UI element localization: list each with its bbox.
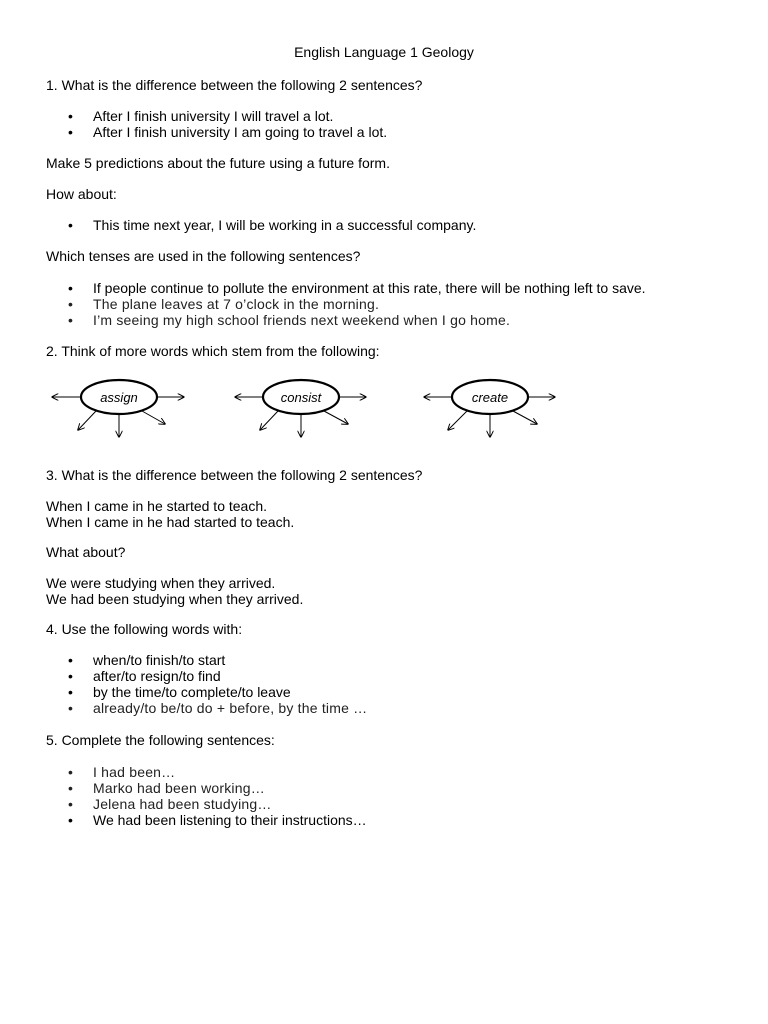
q3-sentence-a2: When I came in he had started to teach.: [46, 514, 295, 530]
word-node-create: [424, 380, 555, 437]
q1-heading: 1. What is the difference between the following 2 sentences?: [46, 77, 423, 93]
page-title: English Language 1 Geology: [294, 44, 474, 60]
q1-bullet-list: [46, 108, 387, 140]
list-item: • I’m seeing my high school friends next weekend when I go home.: [46, 312, 646, 328]
list-item: • The plane leaves at 7 o’clock in the morning.: [46, 296, 646, 312]
list-item: • After I finish university I am going to travel a lot.: [46, 124, 387, 140]
list-item: • We had been listening to their instructions…: [46, 812, 367, 828]
list-item: • Marko had been working…: [46, 780, 367, 796]
q4-heading: 4. Use the following words with:: [46, 621, 243, 637]
word-label-consist: consist: [280, 390, 322, 405]
q1-tenses-list: [46, 280, 646, 328]
word-label-assign: assign: [100, 390, 138, 405]
q3-heading: 3. What is the difference between the following 2 sentences?: [46, 467, 423, 483]
q1-tenses-heading: Which tenses are used in the following sentences?: [46, 248, 361, 264]
q4-word-list: [46, 652, 367, 716]
q3-sentence-b2: We had been studying when they arrived.: [46, 591, 304, 607]
list-item: • If people continue to pollute the environment at this rate, there will be nothing left to save.: [46, 280, 646, 296]
q1-how-about-list: [46, 217, 476, 233]
q5-sentence-list: [46, 764, 367, 828]
q3-what-about-text: What about?: [46, 544, 126, 560]
q1-how-about-text: How about:: [46, 186, 117, 202]
q1-predictions-text: Make 5 predictions about the future using a future form.: [46, 155, 390, 171]
word-node-assign: [52, 380, 184, 437]
list-item: • by the time/to complete/to leave: [46, 684, 367, 700]
word-mind-map: [0, 370, 768, 445]
list-item: • Jelena had been studying…: [46, 796, 367, 812]
list-item: • After I finish university I will travel a lot.: [46, 108, 387, 124]
list-item: • already/to be/to do + before, by the time …: [46, 700, 367, 716]
list-item: • I had been…: [46, 764, 367, 780]
q3-sentence-a1: When I came in he started to teach.: [46, 498, 268, 514]
q2-heading: 2. Think of more words which stem from the following:: [46, 343, 380, 359]
q5-heading: 5. Complete the following sentences:: [46, 732, 275, 748]
q3-sentence-b1: We were studying when they arrived.: [46, 575, 276, 591]
word-label-create: create: [471, 390, 509, 405]
list-item: • after/to resign/to find: [46, 668, 367, 684]
word-node-consist: [235, 380, 366, 437]
list-item: • This time next year, I will be working in a successful company.: [46, 217, 476, 233]
list-item: • when/to finish/to start: [46, 652, 367, 668]
